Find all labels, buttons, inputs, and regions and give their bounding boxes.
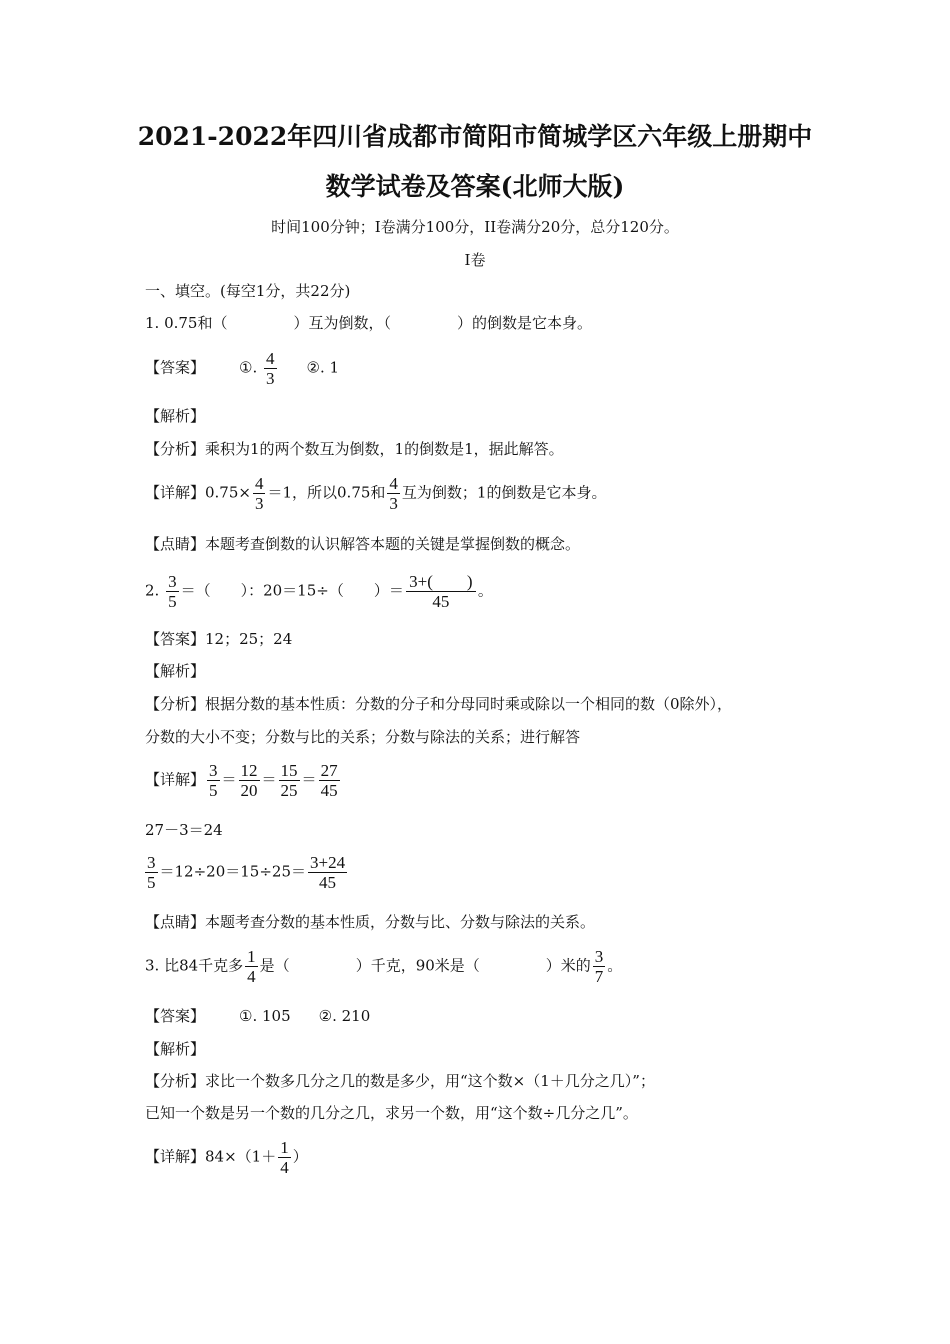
q3-detail-fraction: $\frac{1}{4}$ bbox=[280, 1138, 289, 1177]
q1-answer-fraction: $\frac{4}{3}$ bbox=[266, 349, 275, 388]
q2-fenxi-2: 分数的大小不变；分数与比的关系；分数与除法的关系；进行解答 bbox=[145, 728, 581, 746]
q3-fraction-2: $\frac{3}{7}$ bbox=[594, 947, 604, 986]
section-heading: 一、填空。(每空1分，共22分) bbox=[145, 282, 351, 300]
q2-fraction: $\frac{3}{5}$ bbox=[168, 572, 177, 611]
q1-answer bbox=[145, 349, 339, 388]
q2-analysis-label: 【解析】 bbox=[145, 662, 206, 680]
document-title-line2: 数学试卷及答案(北师大版) bbox=[325, 172, 625, 201]
q1-stem-c: ）的倒数是它本身。 bbox=[457, 314, 593, 332]
q3-detail-a: 【详解】84×（1＋ bbox=[145, 1147, 277, 1166]
q3-fraction-1: $\frac{1}{4}$ bbox=[247, 947, 256, 986]
q1-detail-fraction-2: $\frac{4}{3}$ bbox=[389, 474, 398, 513]
q3-stem-b: 是（ bbox=[259, 956, 290, 975]
q3-stem-d: ）米的 bbox=[545, 956, 591, 975]
q2-right-fraction: $\frac{3+( )}{45}$ bbox=[406, 572, 476, 611]
equals-sign: ＝ bbox=[221, 770, 237, 789]
equals-sign: ＝ bbox=[301, 770, 317, 789]
q3-analysis-label: 【解析】 bbox=[145, 1040, 206, 1058]
q2-fenxi-1: 【分析】根据分数的基本性质：分数的分子和分母同时乘或除以一个相同的数（0除外）， bbox=[145, 695, 733, 713]
q1-fenxi: 【分析】乘积为1的两个数互为倒数，1的倒数是1，据此解答。 bbox=[145, 440, 564, 458]
q1-stem-a: 1. 0.75和（ bbox=[145, 314, 228, 332]
q2-final bbox=[145, 853, 349, 892]
q1-answer-2: ②. 1 bbox=[306, 358, 340, 377]
q3-answer bbox=[145, 1006, 370, 1026]
q3-answer-1: ①. 105 bbox=[239, 1007, 291, 1025]
question-3 bbox=[145, 947, 622, 986]
q2-chain-fraction-4: $\frac{27}{45}$ bbox=[320, 761, 338, 800]
q2-final-fraction: $\frac{3}{5}$ bbox=[147, 853, 156, 892]
q2-chain-fraction-1: $\frac{3}{5}$ bbox=[209, 761, 218, 800]
q3-detail-b: ） bbox=[292, 1147, 308, 1166]
q2-answer: 【答案】12；25；24 bbox=[145, 630, 293, 648]
q3-stem-c: ）千克，90米是（ bbox=[355, 956, 480, 975]
q1-detail-c: 互为倒数；1的倒数是它本身。 bbox=[401, 483, 607, 502]
q2-mid: ＝（ ）：20＝15÷（ ）＝ bbox=[180, 581, 404, 600]
q3-stem-e: 。 bbox=[607, 956, 623, 975]
q2-dianjing: 【点睛】本题考查分数的基本性质，分数与比、分数与除法的关系。 bbox=[145, 913, 596, 931]
q2-final-right-fraction: $\frac{3+24}{45}$ bbox=[310, 853, 346, 892]
q1-detail-fraction-1: $\frac{4}{3}$ bbox=[254, 474, 264, 513]
q2-calc: 27－3＝24 bbox=[145, 821, 223, 839]
q2-chain-fraction-3: $\frac{15}{25}$ bbox=[280, 761, 298, 800]
q1-detail-a: 【详解】0.75× bbox=[145, 483, 251, 502]
q1-detail-b: ＝1，所以0.75和 bbox=[267, 483, 386, 502]
q1-stem-b: ）互为倒数，（ bbox=[293, 314, 391, 332]
q3-fenxi-2: 已知一个数是另一个数的几分之几，求另一个数，用“这个数÷几分之几”。 bbox=[145, 1104, 638, 1122]
q1-answer-1-prefix: ①. bbox=[239, 358, 258, 377]
volume-heading: I卷 bbox=[464, 251, 486, 269]
q2-end: 。 bbox=[477, 581, 493, 600]
exam-intro: 时间100分钟；I卷满分100分，II卷满分20分，总分120分。 bbox=[271, 218, 679, 236]
detail-label: 【详解】 bbox=[145, 770, 206, 789]
document-title-line1: 2021-2022年四川省成都市简阳市简城学区六年级上册期中 bbox=[137, 122, 813, 151]
q2-final-mid: ＝12÷20＝15÷25＝ bbox=[159, 862, 306, 881]
question-1 bbox=[145, 313, 592, 333]
answer-label: 【答案】 bbox=[145, 1007, 206, 1025]
q3-fenxi-1: 【分析】求比一个数多几分之几的数是多少，用“这个数×（1＋几分之几）”； bbox=[145, 1072, 655, 1090]
q3-answer-2: ②. 210 bbox=[318, 1007, 371, 1025]
q1-dianjing: 【点睛】本题考查倒数的认识解答本题的关键是掌握倒数的概念。 bbox=[145, 535, 581, 553]
equals-sign: ＝ bbox=[261, 770, 277, 789]
q1-analysis-label: 【解析】 bbox=[145, 407, 206, 425]
answer-label: 【答案】 bbox=[145, 358, 206, 377]
q2-prefix: 2. bbox=[145, 581, 160, 600]
q2-chain-fraction-2: $\frac{12}{20}$ bbox=[240, 761, 258, 800]
q2-detail bbox=[145, 761, 342, 800]
q1-detail bbox=[145, 474, 606, 513]
q3-stem-a: 3. 比84千克多 bbox=[145, 956, 244, 975]
question-2 bbox=[145, 572, 493, 611]
q3-detail bbox=[145, 1138, 308, 1177]
